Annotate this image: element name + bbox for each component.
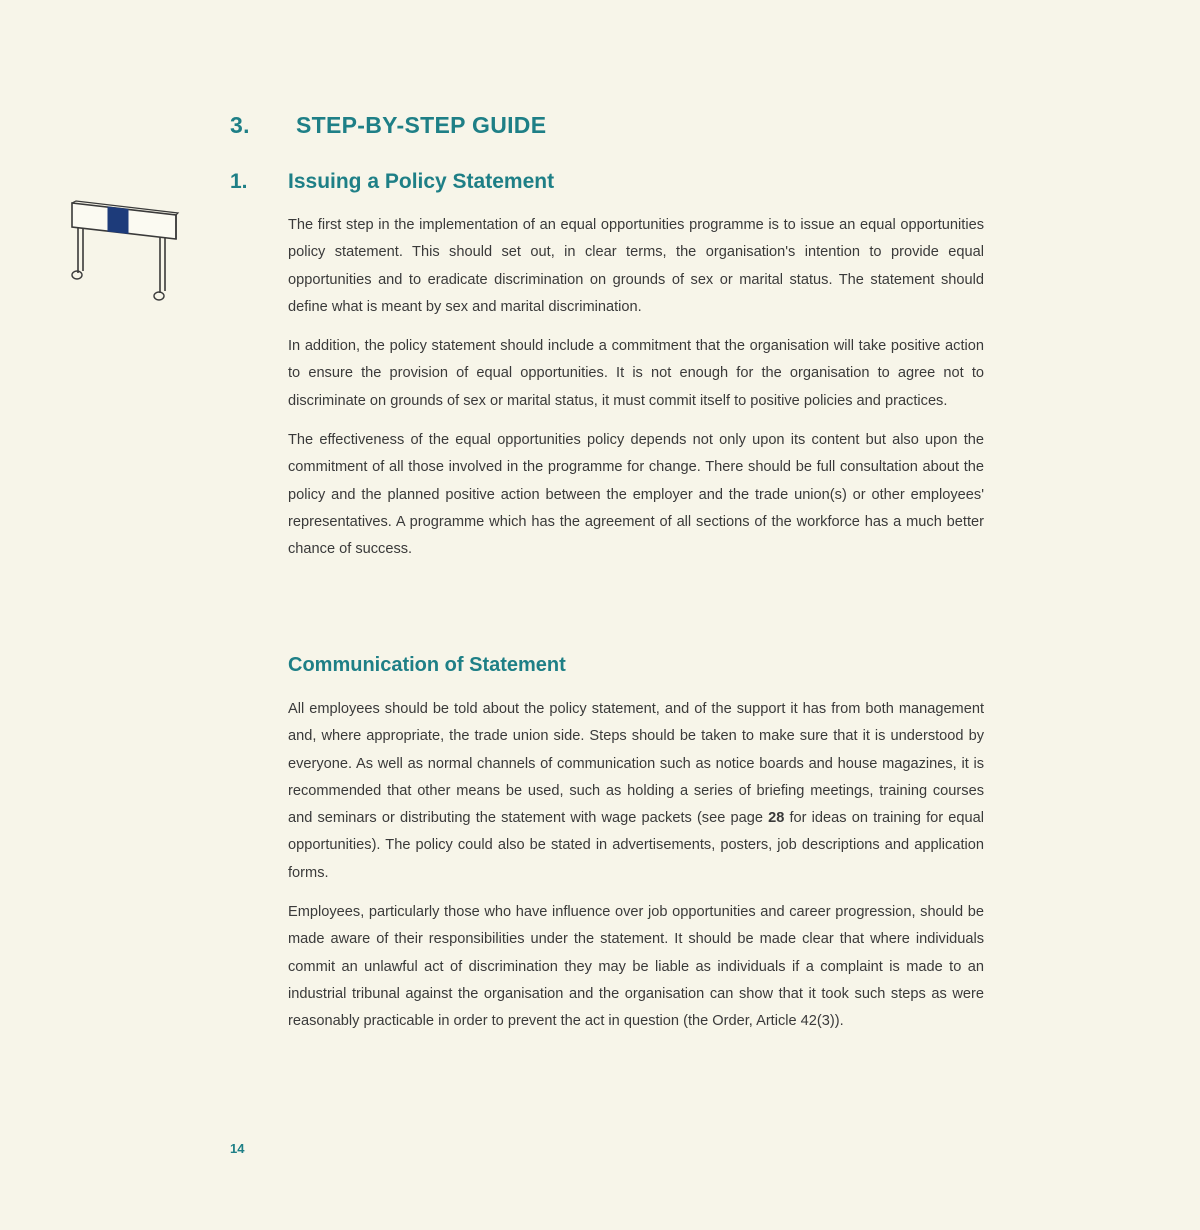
subsection-title: Issuing a Policy Statement <box>288 170 555 193</box>
section-number: 3. <box>230 112 250 138</box>
communication-paragraph-1-start: All employees should be told about the policy statement, and of the support it has from both management and, where appropriate, the trade union side. Steps should be taken to make sure that it is understood by everyone. As well as normal channels of communication such as notice boards and house magazines, it is recommended that other means be used, such as holding a series of briefing meetings, training courses and seminars or distributing the statement with wage packets (see page <box>288 701 984 827</box>
communication-paragraph-1-end: for ideas on training for equal opportunities). The policy could also be stated in advertisements, posters, job descriptions and application forms. <box>288 810 984 881</box>
communication-paragraph-1 <box>288 696 984 887</box>
policy-paragraph-2: In addition, the policy statement should include a commitment that the organisation will take positive action to ensure the provision of equal opportunities. It is not enough for the organisation to agree not to discriminate on grounds of sex or marital status, it must commit itself to positive policies and practices. <box>288 338 984 409</box>
section-title: STEP-BY-STEP GUIDE <box>296 112 547 138</box>
section-heading <box>230 112 546 139</box>
policy-paragraph-3: The effectiveness of the equal opportunities policy depends not only upon its content but also upon the commitment of all those involved in the programme for change. There should be full consultation about the policy and the planned positive action between the employer and the trade union(s) or other employees' representatives. A programme which has the agreement of all sections of the workforce has a much better chance of success. <box>288 432 984 558</box>
page-reference: 28 <box>768 810 785 827</box>
communication-heading: Communication of Statement <box>288 654 566 676</box>
subsection-heading <box>230 170 554 194</box>
policy-text-block <box>288 212 984 564</box>
policy-paragraph-1: The first step in the implementation of an equal opportunities programme is to issue an equal opportunities policy statement. This should set out, in clear terms, the organisation's intention to provide equal opportunities and to eradicate discrimination on grounds of sex or marital status. The statement should define what is meant by sex and marital discrimination. <box>288 217 984 315</box>
communication-text-block <box>288 696 984 1036</box>
subsection-number: 1. <box>230 170 248 193</box>
page-number: 14 <box>230 1141 245 1156</box>
communication-paragraph-2: Employees, particularly those who have influence over job opportunities and career progression, should be made aware of their responsibilities under the statement. It should be made clear that where individuals commit an unlawful act of discrimination they may be liable as individuals if a complaint is made to an industrial tribunal against the organisation and the organisation can show that it took such steps as were reasonably practicable in order to prevent the act in question (the Order, Article 42(3)). <box>288 904 984 1030</box>
hurdle-icon <box>64 195 184 310</box>
